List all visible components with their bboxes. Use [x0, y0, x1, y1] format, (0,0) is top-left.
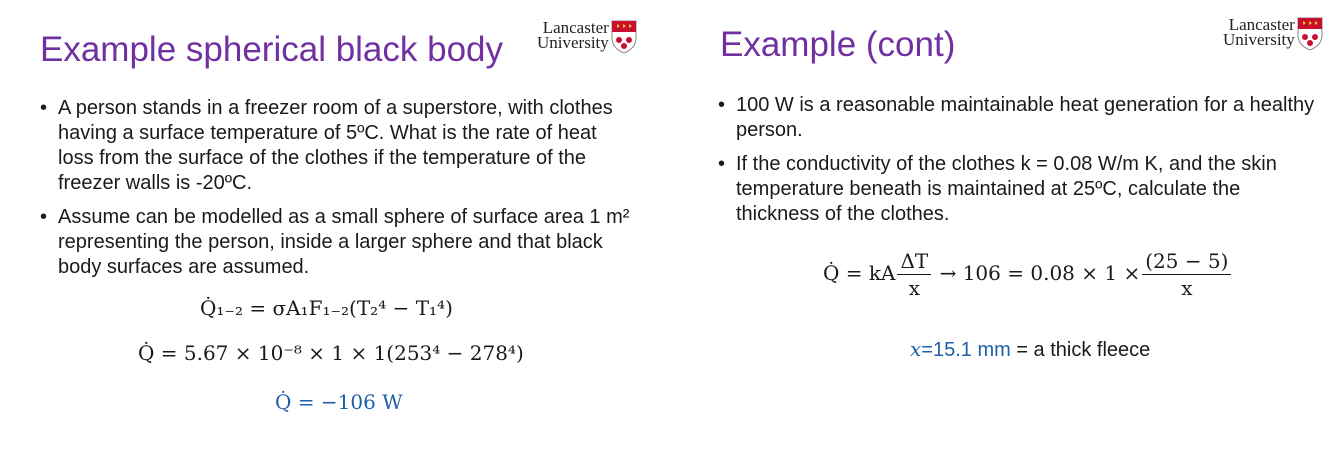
slide-title: Example spherical black body [40, 30, 504, 69]
thickness-answer: x=15.1 mm = a thick fleece [910, 337, 1151, 361]
bullet-list [718, 93, 1318, 236]
logo-text: Lancaster University [1223, 15, 1295, 49]
bullet-item: • Assume can be modelled as a small sphere of surface area 1 m² representing the person, inside a larger sphere and that black body surfaces are assumed. [40, 205, 630, 280]
slide-title: Example (cont) [720, 25, 956, 64]
bullet-item: • 100 W is a reasonable maintainable heat generation for a healthy person. [718, 93, 1318, 143]
slide-right [690, 0, 1334, 468]
equation-radiation-result: Q̇ = −106 W [275, 390, 403, 414]
university-crest-icon [1297, 17, 1323, 51]
university-crest-icon [611, 20, 637, 54]
fraction-temp-diff-over-x: $\frac{(25 - 5)}{x}$ [1142, 250, 1231, 299]
university-logo [1223, 17, 1323, 51]
bullet-item: • A person stands in a freezer room of a superstore, with clothes having a surface temperature of 5ºC. What is the rate of heat loss from the surface of the clothes if the temperature of the freezer walls is -20ºC. [40, 96, 630, 196]
equation-radiation-numeric: Q̇ = 5.67 × 10⁻⁸ × 1 × 1(253⁴ − 278⁴) [138, 341, 524, 365]
fraction-delta-t-over-x: $\frac{\Delta T}{x}$ [897, 250, 931, 299]
bullet-list [40, 96, 630, 289]
logo-text: Lancaster University [537, 18, 609, 52]
bullet-item: • If the conductivity of the clothes k = 0.08 W/m K, and the skin temperature beneath is maintained at 25ºC, calculate the thickness of the clothes. [718, 152, 1318, 227]
equation-radiation-general: Q̇₁₋₂ = σA₁F₁₋₂(T₂⁴ − T₁⁴) [200, 296, 453, 320]
university-logo [537, 20, 637, 54]
equation-conduction: Q̇ = kA $\frac{\Delta T}{x}$ → 106 = 0.08 × 1 × $\frac{(25 - 5)}{x}$ [823, 250, 1233, 299]
